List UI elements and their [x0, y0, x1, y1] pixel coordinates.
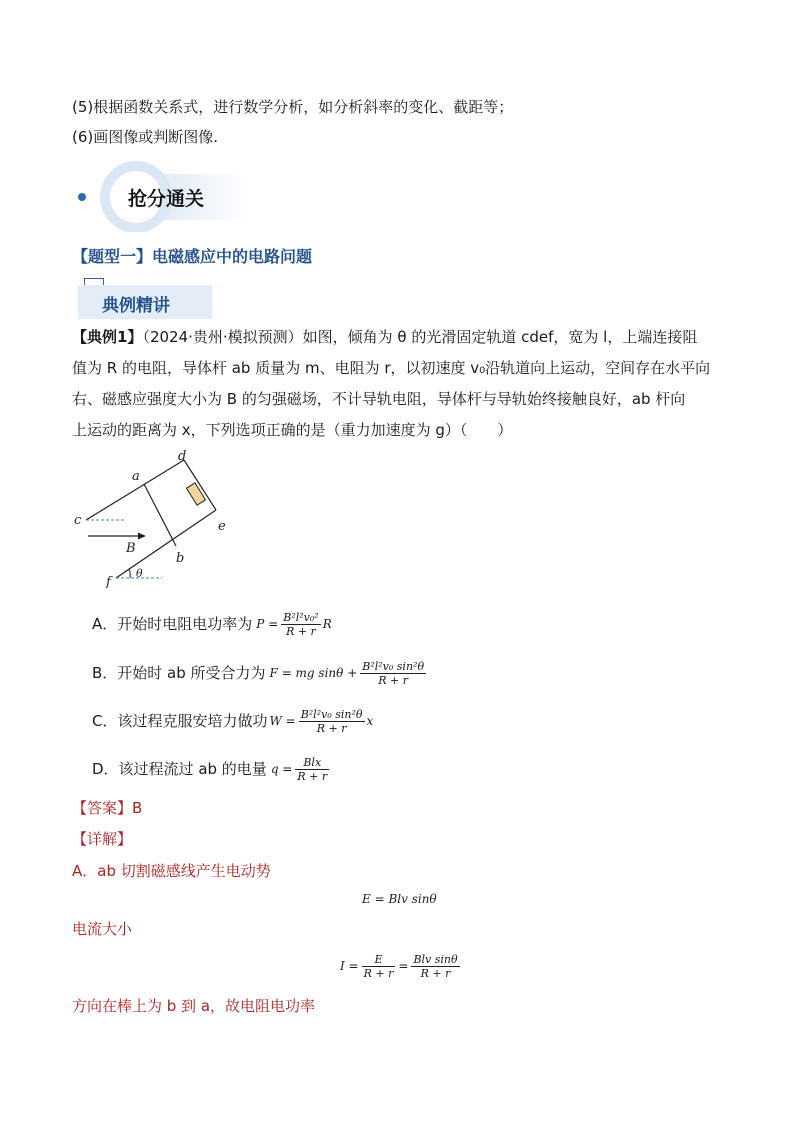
label-theta: θ — [136, 567, 143, 580]
equation-current — [340, 946, 460, 986]
explanation-line-a: A．ab 切割磁感线产生电动势 — [72, 862, 271, 880]
label-f: f — [106, 575, 111, 588]
angle-arc-icon — [129, 569, 130, 578]
intro-step-6: (6)画图像或判断图像. — [72, 128, 219, 146]
equation-current-fraction-2 — [411, 953, 459, 980]
answer-value: B — [132, 799, 143, 817]
question-text-1: 如图，倾角为 θ 的光滑固定轨道 cdef，宽为 l，上端连接阻 — [302, 328, 698, 346]
option-a[interactable] — [92, 607, 332, 641]
option-d-lhs: q = — [270, 762, 293, 776]
option-b-lhs: F = mg sinθ + — [269, 666, 358, 680]
equation-current-lhs: I = — [340, 959, 359, 973]
option-b-text: B．开始时 ab 所受合力为 — [92, 664, 266, 682]
question-tag: 【典例1】 — [72, 328, 143, 346]
section-banner — [78, 160, 248, 232]
equation-current-den-1: R + r — [363, 966, 394, 980]
option-b[interactable] — [92, 656, 426, 690]
section-banner-title: 抢分通关 — [128, 188, 205, 210]
label-c: c — [74, 513, 82, 528]
option-c-text: C．该过程克服安培力做功 — [92, 712, 268, 730]
option-b-fraction — [360, 660, 426, 687]
resistor-icon — [186, 483, 205, 505]
option-d[interactable] — [92, 752, 329, 786]
label-e: e — [218, 519, 226, 534]
equation-emf: E = Blv sinθ — [362, 892, 437, 906]
question-source: （2024·贵州·模拟预测） — [142, 328, 303, 346]
example-box — [78, 285, 212, 319]
option-a-fraction — [281, 611, 320, 638]
option-d-fraction — [295, 756, 329, 783]
question-line-4: 上运动的距离为 x，下列选项正确的是（重力加速度为 g）（ ） — [72, 421, 513, 439]
equation-current-num-1: E — [362, 953, 396, 967]
option-a-numerator: B²l²v₀² — [283, 610, 319, 624]
example-box-label: 典例精讲 — [102, 296, 170, 316]
topic-heading: 【题型一】电磁感应中的电路问题 — [72, 247, 313, 266]
option-d-denominator: R + r — [297, 769, 328, 783]
option-a-lhs: P = — [256, 617, 279, 631]
option-b-numerator: B²l²v₀ sin²θ — [362, 659, 425, 673]
explanation-line-current: 电流大小 — [72, 920, 133, 938]
option-b-denominator: R + r — [378, 673, 409, 687]
label-b: b — [176, 551, 185, 566]
label-field-B: B — [126, 541, 136, 556]
option-c-lhs: W = — [269, 714, 296, 728]
question-line-1 — [72, 327, 697, 347]
answer — [72, 798, 142, 818]
option-c-tail: x — [366, 714, 374, 728]
option-a-tail: R — [322, 617, 332, 631]
intro-step-5: (5)根据函数关系式，进行数学分析，如分析斜率的变化、截距等； — [72, 98, 514, 116]
question-line-3: 右、磁感应强度大小为 B 的匀强磁场，不计导轨电阻，导体杆与导轨始终接触良好，ab 杆向 — [72, 390, 686, 408]
explanation-label: 【详解】 — [72, 830, 133, 848]
question-line-2: 值为 R 的电阻，导体杆 ab 质量为 m、电阻为 r，以初速度 v₀沿轨道向上运动，空间存在水平向 — [72, 359, 711, 377]
equation-current-den-2: R + r — [420, 966, 451, 980]
option-c[interactable] — [92, 704, 373, 738]
rod-ab — [144, 484, 176, 546]
explanation-line-direction: 方向在棒上为 b 到 a，故电阻电功率 — [72, 997, 316, 1015]
field-arrowhead-icon — [138, 533, 146, 540]
label-a: a — [132, 469, 140, 484]
option-d-text: D．该过程流过 ab 的电量 — [92, 760, 267, 778]
equation-current-num-2: Blv sinθ — [413, 952, 458, 966]
answer-label: 【答案】 — [72, 799, 133, 817]
option-c-fraction — [299, 708, 365, 735]
option-d-numerator: Blx — [295, 756, 329, 770]
equation-current-equals: = — [398, 959, 409, 973]
circuit-figure — [70, 448, 240, 588]
option-c-denominator: R + r — [316, 721, 347, 735]
option-c-numerator: B²l²v₀ sin²θ — [300, 707, 363, 721]
option-a-denominator: R + r — [286, 624, 316, 638]
equation-current-fraction-1 — [362, 953, 396, 980]
option-a-text: A．开始时电阻电功率为 — [92, 615, 253, 633]
label-d: d — [178, 449, 187, 464]
